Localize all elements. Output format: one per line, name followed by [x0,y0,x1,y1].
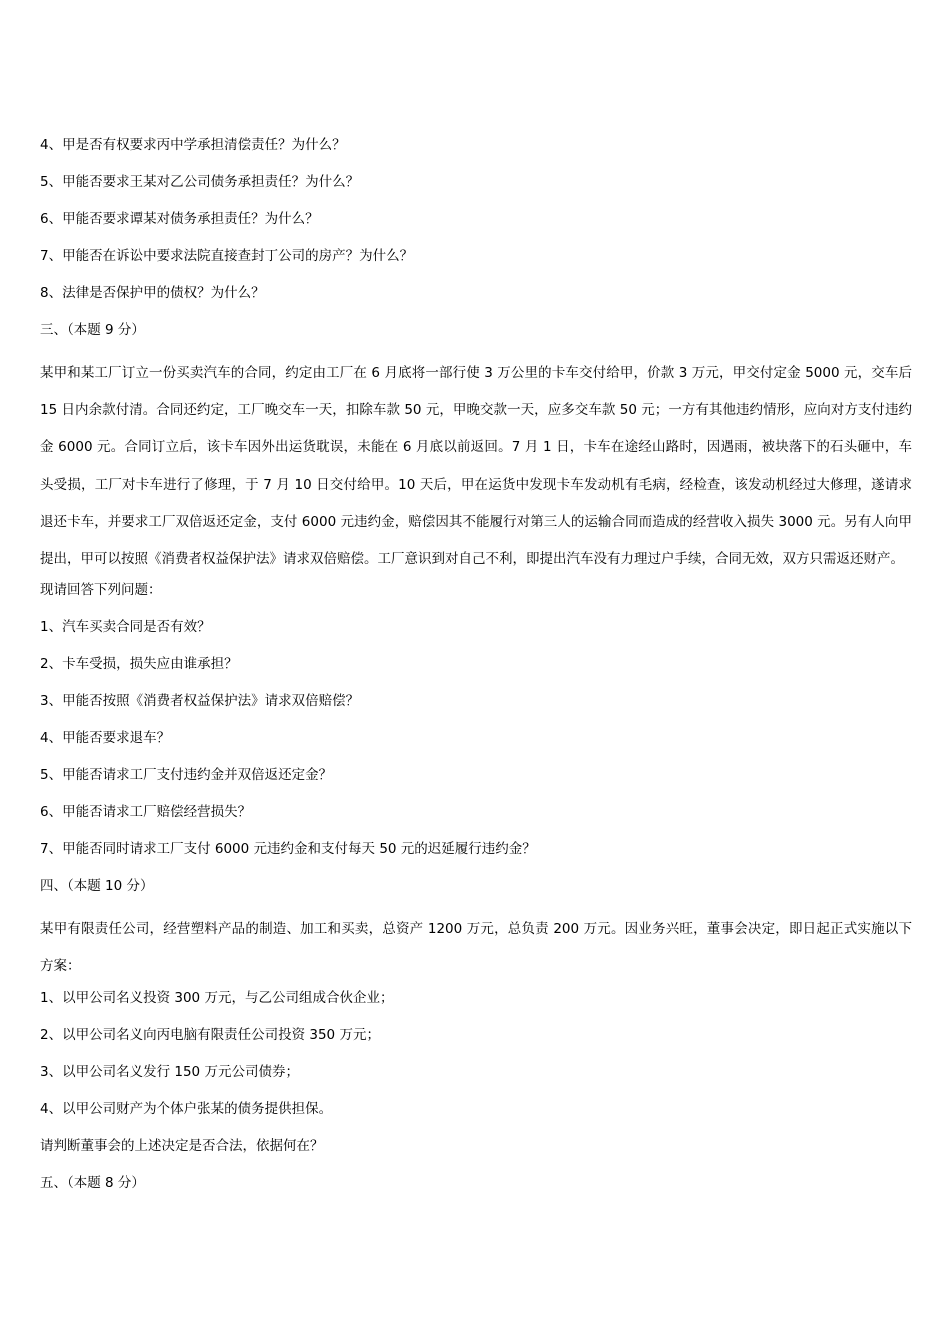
question-line: 7、甲能否在诉讼中要求法院直接查封丁公司的房产？为什么？ [40,248,414,264]
document-content [40,133,912,1208]
question-line: 3、甲能否按照《消费者权益保护法》请求双倍赔偿？ [40,693,360,710]
question-line: 6、甲能否请求工厂赔偿经营损失？ [40,804,252,821]
plan-item: 4、以甲公司财产为个体户张某的债务提供担保。 [40,1100,333,1117]
case-paragraph: 某甲有限责任公司，经营塑料产品的制造、加工和买卖，总资产 1200 万元，总负责 200 万元。因业务兴旺，董事会决定，即日起正式实施以下方案： [40,921,912,975]
question-line: 6、甲能否要求谭某对债务承担责任？为什么？ [40,211,319,227]
section-heading: 三、（本题 9 分） [40,322,145,338]
question-line: 1、汽车买卖合同是否有效？ [40,619,211,636]
plan-item: 2、以甲公司名义向丙电脑有限责任公司投资 350 万元； [40,1026,380,1043]
section-heading: 五、（本题 8 分） [40,1174,145,1191]
plan-item: 1、以甲公司名义投资 300 万元，与乙公司组成合伙企业； [40,989,394,1006]
question-line: 4、甲是否有权要求丙中学承担清偿责任？为什么？ [40,137,346,153]
case-paragraph: 某甲和某工厂订立一份买卖汽车的合同，约定由工厂在 6 月底将一部行使 3 万公里的卡车交付给甲，价款 3 万元，甲交付定金 5000 元，交车后 15 日内余款付清。合同还约定，工厂晚交车一天，扣除车款 50 元，甲晚交款一天，应多交车款 50 元；一方有其他违约情形，应向对方支付违约金 6000 元。合同订立后，该卡车因外出运货耽误，未能在 6 月底以前返回。7 月 1 日，卡车在途经山路时，因遇雨，被块落下的石头砸中，车头受损，工厂对卡车进行了修理，于 7 月 10 日交付给甲。10 天后，甲在运货中发现卡车发动机有毛病，经检查，该发动机经过大修理，遂请求退还卡车，并要求工厂双倍返还定金，支付 6000 元违约金，赔偿因其不能履行对第三人的运输合同而造成的经营收入损失 3000 元。另有人向甲提出，甲可以按照《消费者权益保护法》请求双倍赔偿。工厂意识到对自己不利，即提出汽车没有力理过户手续，合同无效，双方只需返还财产。 [40,365,912,568]
question-line: 请判断董事会的上述决定是否合法，依据何在？ [40,1137,324,1154]
question-line: 4、甲能否要求退车？ [40,730,171,747]
question-prompt: 现请回答下列问题： [40,582,162,599]
question-line: 5、甲能否请求工厂支付违约金并双倍返还定金？ [40,767,333,784]
question-line: 8、法律是否保护甲的债权？为什么？ [40,285,265,301]
question-line: 5、甲能否要求王某对乙公司债务承担责任？为什么？ [40,174,360,190]
plan-item: 3、以甲公司名义发行 150 万元公司债券； [40,1063,299,1080]
question-line: 2、卡车受损，损失应由谁承担？ [40,656,238,673]
question-line: 7、甲能否同时请求工厂支付 6000 元违约金和支付每天 50 元的迟延履行违约金？ [40,841,536,858]
section-heading: 四、（本题 10 分） [40,878,154,895]
